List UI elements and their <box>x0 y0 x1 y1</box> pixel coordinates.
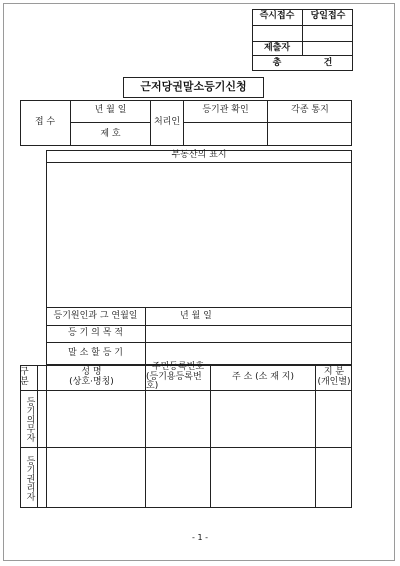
submitter-label: 제출자 <box>252 42 303 56</box>
parties-reg-no-label: 주민등록번호 <box>151 361 205 372</box>
holder-name-cell <box>38 448 146 508</box>
receipt-number: 제 호 <box>71 123 151 146</box>
parties-share-label: 지 분 <box>323 366 345 377</box>
immediate-receipt-label: 즉시접수 <box>252 9 303 26</box>
parties-share-sublabel: (개인별) <box>317 376 351 387</box>
obligor-label: 등기의무자 <box>24 396 35 442</box>
parties-name-sublabel: (상호·명칭) <box>69 376 114 387</box>
total-label: 총 <box>272 57 282 68</box>
receipt-label: 접 수 <box>20 100 71 146</box>
registrar-confirm-label: 등기관 확인 <box>184 100 268 123</box>
obligor-reg-no-cell <box>146 391 211 448</box>
property-display-header: 부동산의 표시 <box>46 150 352 163</box>
holder-label: 등기권리자 <box>24 455 35 501</box>
processor-label: 처리인 <box>151 100 184 146</box>
document-title: 근저당권말소등기신청 <box>123 77 264 98</box>
parties-address-header: 주 소 (소 재 지) <box>211 365 316 391</box>
left-column-top-border <box>20 146 46 365</box>
notice-label: 각종 통지 <box>268 100 352 123</box>
target-registration-label: 말 소 할 등 기 <box>46 343 146 365</box>
parties-category-header: 구분 <box>20 365 38 391</box>
cause-date: 년 월 일 <box>146 308 352 326</box>
receipt-stamp-area-right <box>303 26 353 42</box>
obligor-address-cell <box>211 391 316 448</box>
receipt-date: 년 월 일 <box>71 100 151 123</box>
receipt-stamp-area-left <box>252 26 303 42</box>
obligor-label-cell <box>20 391 38 448</box>
property-display-area <box>46 163 352 308</box>
cause-label: 등기원인과 그 연월일 <box>46 308 146 326</box>
parties-name-header <box>38 365 146 391</box>
parties-name-label: 성 명 <box>81 366 102 377</box>
page-number: - 1 - <box>192 532 208 542</box>
parties-share-header <box>316 365 352 391</box>
obligor-name-cell <box>38 391 146 448</box>
obligor-share-cell <box>316 391 352 448</box>
same-day-receipt-label: 당일접수 <box>303 9 353 26</box>
holder-reg-no-cell <box>146 448 211 508</box>
parties-reg-no-header <box>146 361 211 392</box>
submitter-value <box>303 42 353 56</box>
count-unit-label: 건 <box>323 57 333 68</box>
holder-share-cell <box>316 448 352 508</box>
purpose-value <box>146 326 352 343</box>
notice-value <box>268 123 352 146</box>
purpose-label: 등 기 의 목 적 <box>46 326 146 343</box>
holder-label-cell <box>20 448 38 508</box>
parties-reg-no-sublabel: (등기용등록번호) <box>146 371 202 392</box>
holder-address-cell <box>211 448 316 508</box>
registrar-confirm-value <box>184 123 268 146</box>
